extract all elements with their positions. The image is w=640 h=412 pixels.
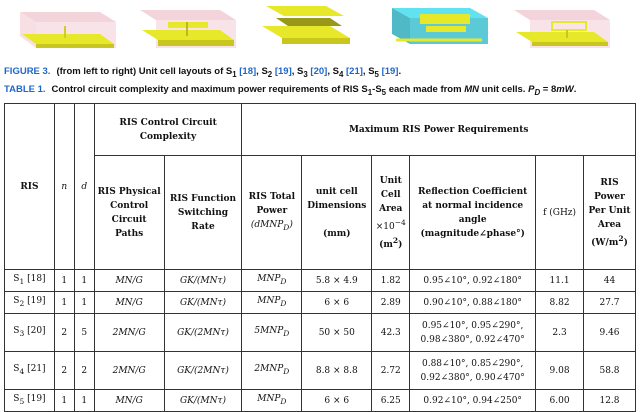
table-caption-text: Control circuit complexity and maximum power requirements of RIS $S_1-S_5$ each made from MN unit cells. $P_D = 8mW$. [51,84,577,97]
cell-d: 1 [74,292,94,314]
cell-frequency: 6.00 [536,390,584,412]
cell-dimensions: 5.8 × 4.9 [302,270,372,292]
figure-item: $S_5$ [19]. [368,66,402,79]
cell-n: 2 [54,352,74,390]
cell-reflection: 0.95∠10°, 0.95∠290°, 0.98∠380°, 0.92∠470° [410,314,536,352]
table-row [5,270,636,292]
cell-area: 1.82 [372,270,410,292]
unit-cell-s5-image [514,10,610,48]
figure-item-ref[interactable]: [21] [343,66,363,77]
col-header-dimensions: unit cell Dimensions (mm) [302,156,372,270]
cell-power-per-area: 12.8 [584,390,636,412]
figure-item: $S_4$ [21], [332,66,369,79]
cell-rate: GK/(MNτ) [164,292,242,314]
cell-n: 1 [54,390,74,412]
table-row [5,314,636,352]
unit-cell-figure-strip [0,0,640,52]
col-header-reflection: Reflection Coefficient at normal incidence angle (magnitude∠phase°) [410,156,536,270]
cell-paths: 2MN/G [94,314,164,352]
unit-cell-s3-image [262,6,350,44]
cell-d: 2 [74,352,94,390]
cell-dimensions: 50 × 50 [302,314,372,352]
cell-n: 1 [54,292,74,314]
cell-d: 1 [74,270,94,292]
figure-item-list [226,66,401,77]
col-header-physical-paths: RIS Physical Control Circuit Paths [94,156,164,270]
figure-caption [4,66,636,79]
cell-power: $5MNP_D$ [242,314,302,352]
cell-rate: GK/(2MNτ) [164,352,242,390]
cell-frequency: 11.1 [536,270,584,292]
table-row [5,390,636,412]
col-group-control: RIS Control Circuit Complexity [94,104,242,156]
figure-item-ref[interactable]: [18] [236,66,257,77]
unit-cell-s2-image [140,10,236,48]
cell-d: 5 [74,314,94,352]
figure-caption-lead: (from left to right) Unit cell layouts of [56,66,226,77]
cell-rate: GK/(2MNτ) [164,314,242,352]
cell-paths: 2MN/G [94,352,164,390]
cell-ris: $S_4$ [21] [5,352,55,390]
cell-power: $MNP_D$ [242,390,302,412]
figure-item: $S_2$ [19], [261,66,298,79]
cell-dimensions: 8.8 × 8.8 [302,352,372,390]
cell-dimensions: 6 × 6 [302,292,372,314]
cell-frequency: 2.3 [536,314,584,352]
table-caption [4,84,636,97]
cell-power-per-area: 27.7 [584,292,636,314]
unit-cell-s1-image [20,12,116,48]
col-header-d: d [74,104,94,270]
cell-paths: MN/G [94,292,164,314]
cell-reflection: 0.95∠10°, 0.92∠180° [410,270,536,292]
ris-comparison-table [4,103,636,412]
figure-item-ref[interactable]: [20] [307,66,328,77]
cell-power: $MNP_D$ [242,270,302,292]
cell-area: 2.89 [372,292,410,314]
cell-n: 1 [54,270,74,292]
cell-frequency: 8.82 [536,292,584,314]
table-body [5,270,636,412]
cell-power-per-area: 58.8 [584,352,636,390]
cell-d: 1 [74,390,94,412]
figure-item: $S_3$ [20], [297,66,333,79]
col-group-power: Maximum RIS Power Requirements [242,104,636,156]
cell-paths: MN/G [94,390,164,412]
col-header-total-power: RIS Total Power (dMNP$_D$) [242,156,302,270]
cell-reflection: 0.92∠10°, 0.94∠250° [410,390,536,412]
table-header-row-1 [5,104,636,156]
figure-label: FIGURE 3. [4,66,51,77]
cell-ris: $S_1$ [18] [5,270,55,292]
col-header-power-per-area: RIS Power Per Unit Area $(W/m^2)$ [584,156,636,270]
unit-cell-s4-image [392,8,488,44]
figure-item-ref[interactable]: [19] [378,66,399,77]
table-label: TABLE 1. [4,84,46,95]
col-header-switching-rate: RIS Function Switching Rate [164,156,242,270]
cell-frequency: 9.08 [536,352,584,390]
cell-ris: $S_2$ [19] [5,292,55,314]
col-header-n: n [54,104,74,270]
cell-reflection: 0.88∠10°, 0.85∠290°, 0.92∠380°, 0.90∠470° [410,352,536,390]
cell-ris: $S_3$ [20] [5,314,55,352]
table-row [5,292,636,314]
cell-power: $2MNP_D$ [242,352,302,390]
col-header-frequency: f (GHz) [536,156,584,270]
cell-rate: GK/(MNτ) [164,390,242,412]
cell-dimensions: 6 × 6 [302,390,372,412]
cell-power-per-area: 9.46 [584,314,636,352]
table-header-row-2 [5,156,636,270]
cell-n: 2 [54,314,74,352]
col-header-area: Unit Cell Area $\times 10^{-4}$ $(m^2)$ [372,156,410,270]
cell-power-per-area: 44 [584,270,636,292]
cell-power: $MNP_D$ [242,292,302,314]
figure-item-ref[interactable]: [19] [272,66,292,77]
cell-ris: $S_5$ [19] [5,390,55,412]
cell-area: 2.72 [372,352,410,390]
cell-area: 42.3 [372,314,410,352]
cell-reflection: 0.90∠10°, 0.88∠180° [410,292,536,314]
cell-rate: GK/(MNτ) [164,270,242,292]
table-row [5,352,636,390]
col-header-ris: RIS [5,104,55,270]
cell-area: 6.25 [372,390,410,412]
cell-paths: MN/G [94,270,164,292]
figure-item: $S_1$ [18], [225,66,262,79]
